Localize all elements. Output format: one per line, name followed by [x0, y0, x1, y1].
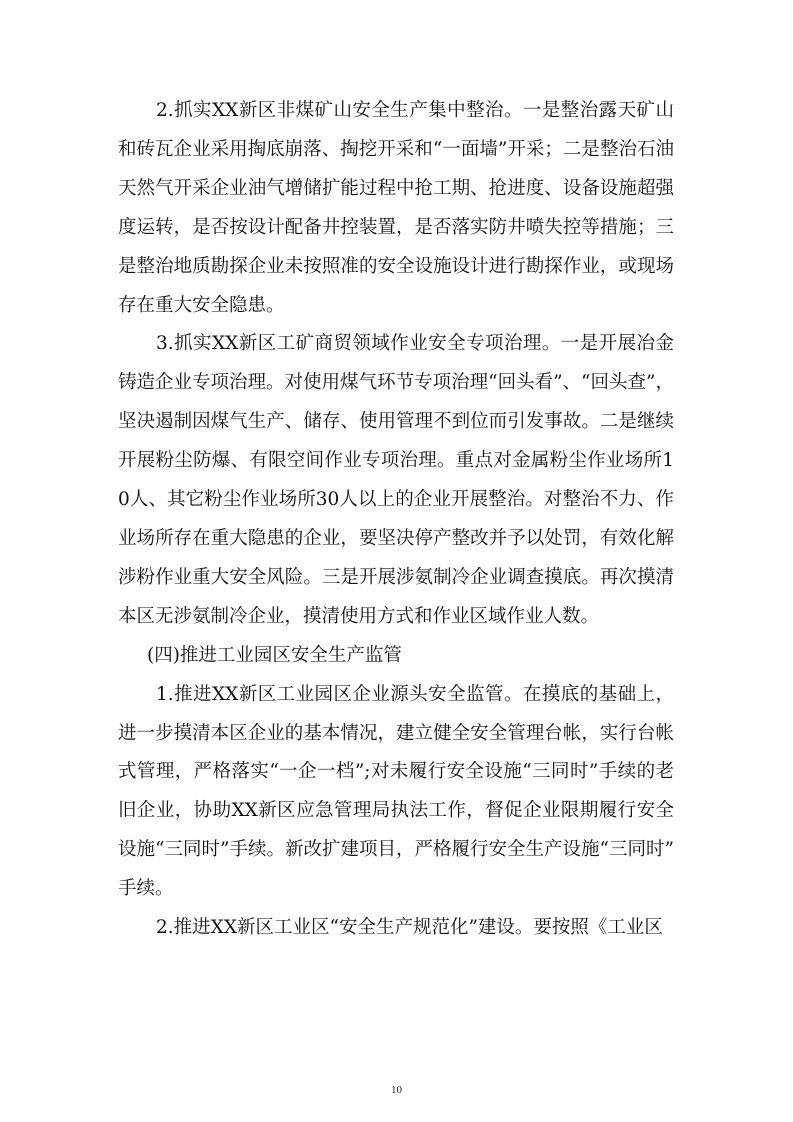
page-number: 10	[391, 1084, 402, 1096]
paragraph-standardization: 2.推进XX新区工业区“安全生产规范化”建设。要按照《工业区	[156, 917, 663, 939]
paragraph-industrial-trade-safety: 3.抓实XX新区工矿商贸领域作业安全专项治理。一是开展冶金铸造企业专项治理。对使用煤气环节专项治理“回头看”、“回头查”，坚决遏制因煤气生产、储存、使用管理不到位而引发事故。二是继续开展粉尘防爆、有限空间作业专项治理。重点对金属粉尘作业场所10人、其它粉尘作业场所30人以上的企业开展整治。对整治不力、作业场所存在重大隐患的企业，要坚决停产整改并予以处罚，有效化解涉粉作业重大安全风险。三是开展涉氨制冷企业调查摸底。再次摸清本区无涉氨制冷企业，摸清使用方式和作业区域作业人数。	[118, 333, 674, 627]
paragraph-non-coal-mine-rectification: 2.抓实XX新区非煤矿山安全生产集中整治。一是整治露天矿山和砖瓦企业采用掏底崩落、掏挖开采和“一面墙”开采；二是整治石油天然气开采企业油气增储扩能过程中抢工期、抢进度、设备设施超强度运转，是否按设计配备井控装置，是否落实防井喷失控等措施；三是整治地质勘探企业未按照准的安全设施设计进行勘探作业，或现场存在重大安全隐患。	[118, 100, 674, 316]
paragraph-industrial-park-supervision: 1.推进XX新区工业园区企业源头安全监管。在摸底的基础上，进一步摸清本区企业的基本情况，建立健全安全管理台帐，实行台帐式管理，严格落实“一企一档”;对未履行安全设施“三同时”手续的老旧企业，协助XX新区应急管理局执法工作，督促企业限期履行安全设施“三同时”手续。新改扩建项目，严格履行安全生产设施“三同时”手续。	[118, 683, 674, 900]
body-text	[118, 92, 674, 948]
section-heading: (四)推进工业园区安全生产监管	[147, 644, 402, 666]
